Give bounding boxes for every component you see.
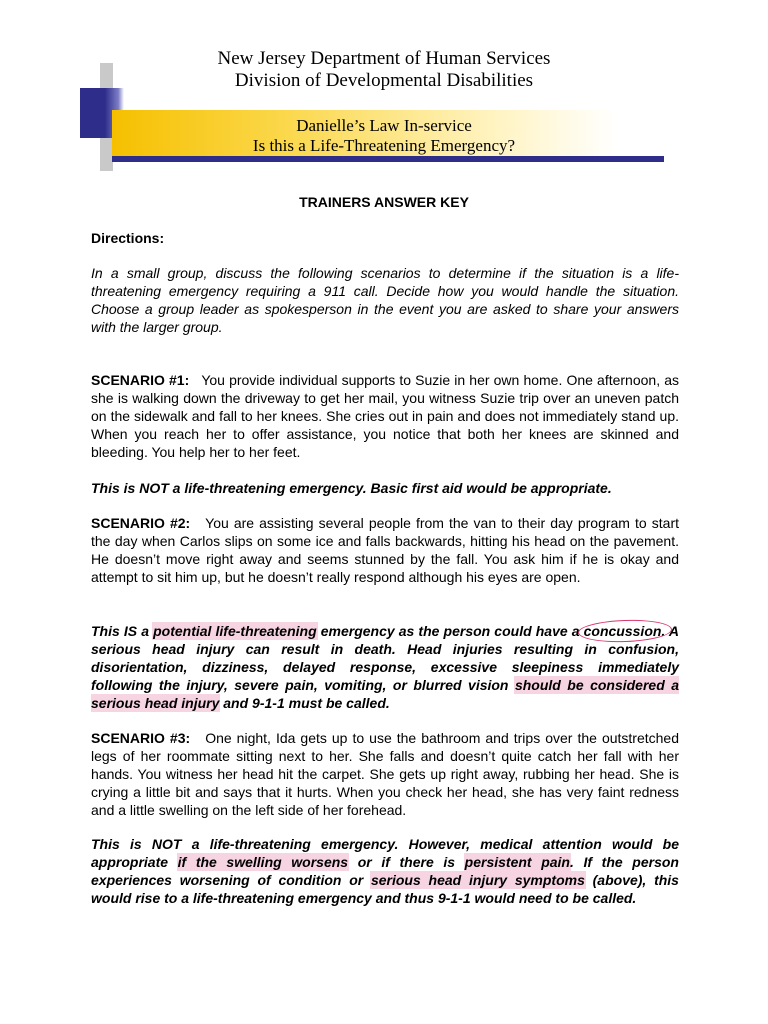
answer-2-circled-word: concussion. bbox=[583, 623, 666, 639]
answer-key-title: TRAINERS ANSWER KEY bbox=[299, 194, 469, 210]
answer-2-text: and 9-1-1 must be called. bbox=[219, 695, 390, 711]
answer-2-text: emergency as the person could have a bbox=[316, 623, 584, 639]
scenario-3-answer bbox=[91, 835, 679, 907]
answer-3-text: . If the person experiences worsening of condition or bbox=[91, 854, 679, 888]
org-line-1: New Jersey Department of Human Services bbox=[217, 48, 551, 69]
scenario-2-answer bbox=[91, 622, 679, 712]
answer-3-highlight: if the swelling worsens bbox=[177, 854, 349, 870]
answer-2-text: This IS a bbox=[91, 623, 154, 639]
answer-2-text: A serious head injury can result in death. Head injuries resulting in confusion, disorientation, dizziness, delayed response, excessive sleepiness immediately following the injury, severe pain, vomiting, or blurred vision bbox=[91, 623, 679, 693]
scenario-3-label: SCENARIO #3: bbox=[91, 730, 191, 746]
scenario-3-text: One night, Ida gets up to use the bathroom and trips over the outstretched legs of her roommate sitting next to her. She falls and doesn’t quite catch her fall with her hands. You witness her head hit the carpet. She gets up right away, rubbing her head. She is crying a little bit and says that it hurts. When you check her head, she has very faint redness and a little swelling on the left side of her forehead. bbox=[91, 730, 679, 818]
answer-3-highlight: persistent pain bbox=[464, 854, 570, 870]
organization-heading bbox=[0, 48, 768, 92]
document-title bbox=[112, 116, 656, 156]
answer-3-text: or if there is bbox=[348, 854, 465, 870]
answer-3-text: This is NOT a life-threatening emergency. However, medical attention would be appropriate bbox=[91, 836, 679, 870]
scenario-1-text: You provide individual supports to Suzie in her own home. One afternoon, as she is walking down the driveway to get her mail, you witness Suzie trip over an uneven patch on the sidewalk and fall to her knees. She cries out in pain and does not immediately stand up. When you reach her to offer assistance, you notice that both her knees are skinned and bleeding. You help her to her feet. bbox=[91, 372, 679, 460]
org-line-2: Division of Developmental Disabilities bbox=[234, 70, 534, 91]
scenario-2-text: You are assisting several people from the van to their day program to start the day when Carlos slips on some ice and falls backwards, hitting his head on the pavement. He doesn’t move right away and seems stunned by the fall. You ask him if he is okay and attempt to sit him up, but he doesn’t really respond although his eyes are open. bbox=[91, 515, 679, 585]
answer-2-highlight: potential life-threatening bbox=[153, 623, 317, 639]
header-navy-rule bbox=[112, 156, 664, 162]
doc-title-line-2: Is this a Life-Threatening Emergency? bbox=[252, 136, 516, 155]
scenario-1-label: SCENARIO #1: bbox=[91, 372, 190, 388]
scenario-2-label: SCENARIO #2: bbox=[91, 515, 191, 531]
scenario-2 bbox=[91, 514, 679, 586]
answer-3-text: (above), this would rise to a life-threatening emergency and thus 9-1-1 would need to be called. bbox=[91, 872, 679, 906]
scenario-1-answer: This is NOT a life-threatening emergency. Basic first aid would be appropriate. bbox=[91, 480, 612, 496]
scenario-1 bbox=[91, 371, 679, 461]
doc-title-line-1: Danielle’s Law In-service bbox=[296, 116, 472, 135]
answer-2-highlight: should be considered a serious head injury bbox=[91, 677, 679, 711]
answer-3-highlight: serious head injury symptoms bbox=[370, 872, 585, 888]
directions-text: In a small group, discuss the following scenarios to determine if the situation is a life-threatening emergency requiring a 911 call. Decide how you would handle the situation. Choose a group leader as spokesperson in the event you are asked to share your answers with the larger group. bbox=[91, 265, 679, 335]
directions-label: Directions: bbox=[91, 230, 165, 246]
scenario-3 bbox=[91, 729, 679, 819]
